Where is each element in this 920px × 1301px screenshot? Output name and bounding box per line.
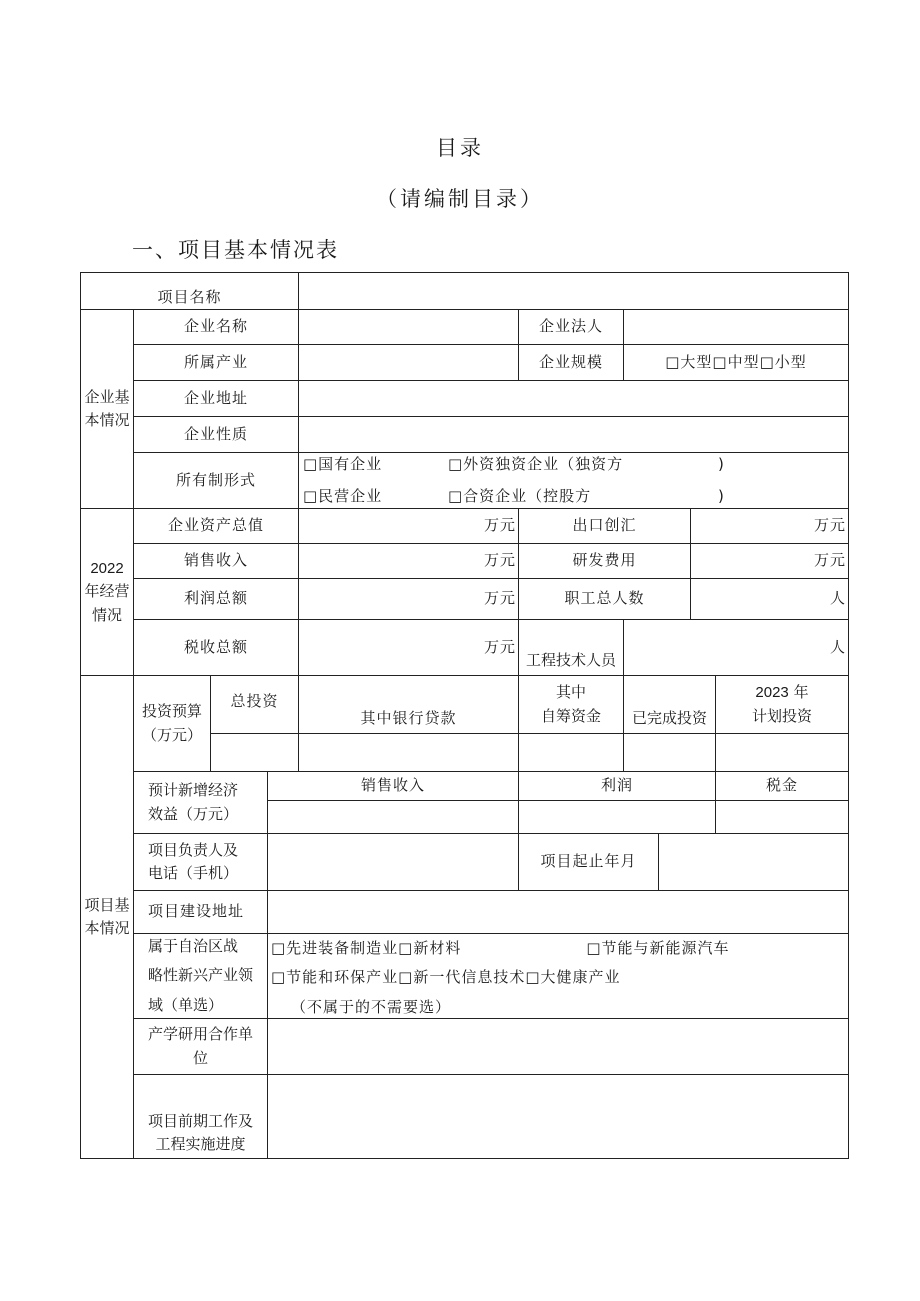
self-fund-label: 其中 自筹资金	[518, 675, 624, 734]
industry-field[interactable]	[298, 344, 519, 381]
ownership-state-option[interactable]: □国有企业	[303, 454, 383, 473]
staff-label: 职工总人数	[518, 578, 691, 620]
coop-label: 产学研用合作单 位	[133, 1018, 268, 1075]
strategic-option-line1a[interactable]: □先进装备制造业□新材料	[271, 939, 462, 957]
strategic-option-line2[interactable]: □节能和环保产业□新一代信息技术□大健康产业	[271, 968, 621, 987]
sales-label: 销售收入	[133, 543, 299, 579]
self-fund-field[interactable]	[518, 733, 624, 772]
strategic-option-line1b[interactable]: □节能与新能源汽车	[586, 939, 730, 957]
paren-close: )	[718, 454, 725, 473]
nature-label: 企业性质	[133, 416, 299, 453]
strategic-label: 属于自治区战 略性新兴产业领 域（单选）	[133, 933, 268, 1019]
scale-options[interactable]: □大型□中型□小型	[623, 344, 849, 381]
ownership-foreign-option[interactable]: □外资独资企业（独资方	[448, 454, 624, 473]
completed-invest-label: 已完成投资	[623, 675, 716, 734]
nature-field[interactable]	[298, 416, 849, 453]
year-2022: 2022	[90, 560, 124, 578]
operations-section-label	[80, 508, 134, 676]
toc-note: （请编制目录）	[376, 187, 544, 211]
site-field[interactable]	[267, 890, 849, 934]
profit-label: 利润总额	[133, 578, 299, 620]
strategic-note: （不属于的不需要选）	[291, 997, 452, 1016]
address-label: 企业地址	[133, 380, 299, 417]
industry-label: 所属产业	[133, 344, 299, 381]
rd-field[interactable]: 万元	[690, 543, 849, 579]
sales-field[interactable]: 万元	[298, 543, 519, 579]
rd-label: 研发费用	[518, 543, 691, 579]
legal-person-field[interactable]	[623, 309, 849, 345]
operations-label: 年经营 情况	[84, 582, 130, 624]
ownership-private-option[interactable]: □民营企业	[303, 487, 383, 505]
ownership-label: 所有制形式	[133, 452, 299, 509]
benefit-label: 预计新增经济 效益（万元）	[133, 771, 268, 834]
benefit-sales-label: 销售收入	[267, 771, 519, 801]
project-name-field[interactable]	[298, 272, 849, 310]
export-field[interactable]: 万元	[690, 508, 849, 544]
total-assets-field[interactable]: 万元	[298, 508, 519, 544]
staff-field[interactable]: 人	[690, 578, 849, 620]
paren-close: )	[718, 487, 725, 505]
total-invest-field[interactable]	[210, 733, 299, 772]
leader-field[interactable]	[267, 833, 519, 891]
legal-person-label: 企业法人	[518, 309, 624, 345]
period-label: 项目起止年月	[518, 833, 659, 891]
ownership-jv-option[interactable]: □合资企业（控股方	[448, 487, 592, 505]
bank-loan-label: 其中银行贷款	[298, 675, 519, 734]
export-label: 出口创汇	[518, 508, 691, 544]
scale-label: 企业规模	[518, 344, 624, 381]
benefit-sales-field[interactable]	[267, 800, 519, 834]
total-invest-label: 总投资	[210, 675, 299, 734]
company-name-field[interactable]	[298, 309, 519, 345]
company-name-label: 企业名称	[133, 309, 299, 345]
bank-loan-field[interactable]	[298, 733, 519, 772]
strategic-options[interactable]	[267, 933, 849, 1019]
total-assets-label: 企业资产总值	[133, 508, 299, 544]
site-label: 项目建设地址	[133, 890, 268, 934]
engineers-label: 工程技术人员	[518, 619, 624, 676]
benefit-profit-label: 利润	[518, 771, 716, 801]
coop-field[interactable]	[267, 1018, 849, 1075]
progress-field[interactable]	[267, 1074, 849, 1159]
plan-invest-label: 2023 年 计划投资	[715, 675, 849, 734]
project-basic-section-label: 项目基 本情况	[80, 675, 134, 1159]
section-heading: 一、项目基本情况表	[132, 238, 339, 262]
tax-field[interactable]: 万元	[298, 619, 519, 676]
engineers-field[interactable]: 人	[623, 619, 849, 676]
benefit-tax-field[interactable]	[715, 800, 849, 834]
benefit-profit-field[interactable]	[518, 800, 716, 834]
completed-invest-field[interactable]	[623, 733, 716, 772]
enterprise-basic-section-label: 企业基 本情况	[80, 309, 134, 509]
benefit-tax-label: 税金	[715, 771, 849, 801]
tax-label: 税收总额	[133, 619, 299, 676]
leader-label: 项目负责人及 电话（手机）	[133, 833, 268, 891]
profit-field[interactable]: 万元	[298, 578, 519, 620]
period-field[interactable]	[658, 833, 849, 891]
project-name-label: 项目名称	[80, 272, 299, 310]
ownership-options[interactable]	[298, 452, 849, 509]
toc-title: 目录	[436, 136, 484, 160]
plan-invest-field[interactable]	[715, 733, 849, 772]
progress-label: 项目前期工作及 工程实施进度	[133, 1074, 268, 1159]
budget-label: 投资预算 （万元）	[133, 675, 211, 772]
address-field[interactable]	[298, 380, 849, 417]
